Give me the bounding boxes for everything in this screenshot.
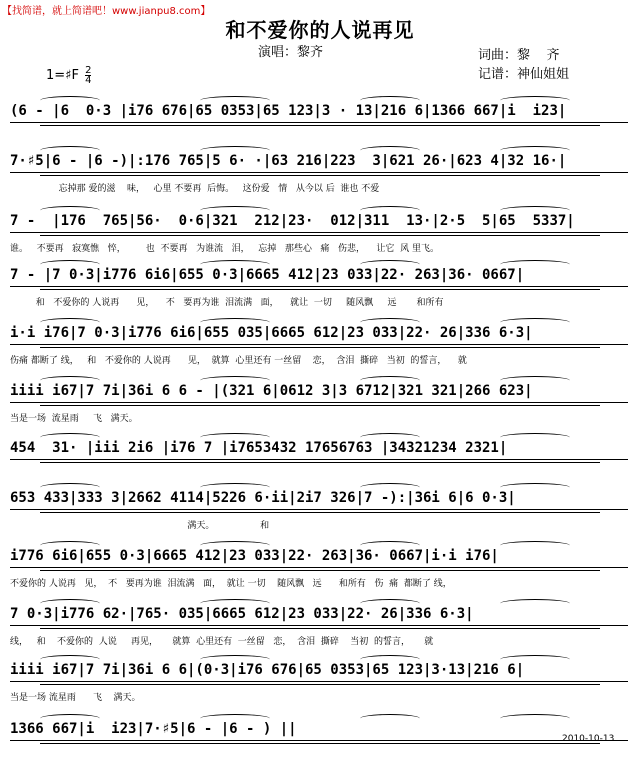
slur-mark xyxy=(500,433,570,442)
slur-mark xyxy=(360,318,420,327)
time-signature-top: 2 xyxy=(85,65,92,76)
time-signature xyxy=(85,66,91,85)
slur-mark xyxy=(500,541,570,550)
slur-mark xyxy=(360,376,420,385)
slur-mark xyxy=(40,260,100,269)
slur-mark xyxy=(500,146,570,155)
key-signature xyxy=(46,66,91,85)
slur-mark xyxy=(200,376,270,385)
slur-mark xyxy=(500,655,570,664)
slur-mark xyxy=(40,96,100,105)
slur-mark xyxy=(40,714,100,723)
notes-line: i776 6i6|655 0·3|6665 412|23 033|22· 263|36· 0667|i·i i76| xyxy=(10,548,499,564)
lyrics-line: 伤痛 都断了 线， 和 不爱你的 人说再 见， 就算 心里还有 一丝留 恋， 含泪 撕碎 当初 的誓言， 就 xyxy=(10,356,467,366)
slur-mark xyxy=(200,206,270,215)
lyrics-line: 当是一场 流星雨 飞 满天。 xyxy=(10,693,141,703)
slur-mark xyxy=(500,376,570,385)
composer-credit: 词曲：黎 齐 xyxy=(478,48,560,63)
slur-mark xyxy=(360,96,420,105)
song-title: 和不爱你的人说再见 xyxy=(225,18,415,42)
slur-mark xyxy=(500,599,570,608)
slur-mark xyxy=(500,260,570,269)
lyrics-line xyxy=(10,469,628,483)
lyrics-line: 不爱你的 人说再 见， 不 要再为谁 泪流满 面， 就让 一切 随风飘 远 和所有 伤 痛 都断了 线， xyxy=(10,579,452,589)
time-signature-bottom: 4 xyxy=(85,75,92,86)
slur-mark xyxy=(200,655,270,664)
beam-line xyxy=(40,235,600,239)
beam-line xyxy=(40,289,600,293)
beam-line xyxy=(40,347,600,351)
beam-line xyxy=(40,684,600,688)
slur-mark xyxy=(200,599,270,608)
beam-line xyxy=(40,462,600,466)
slur-mark xyxy=(200,483,270,492)
slur-mark xyxy=(40,206,100,215)
beam-line xyxy=(40,125,600,129)
lyrics-line: 谁。 不要再 寂寞憔 悴， 也 不要再 为谁流 泪， 忘掉 那些心 痛 伤悲， 让它 风 里飞。 xyxy=(10,244,440,254)
slur-mark xyxy=(200,541,270,550)
lyrics-line: 和 不爱你的 人说再 见， 不 要再为谁 泪流满 面， 就让 一切 随风飘 远 和所有 xyxy=(10,298,444,308)
slur-mark xyxy=(40,483,100,492)
slur-mark xyxy=(40,376,100,385)
slur-mark xyxy=(360,433,420,442)
singer-credit: 演唱：黎齐 xyxy=(258,45,324,60)
slur-mark xyxy=(500,483,570,492)
slur-mark xyxy=(360,599,420,608)
notes-line: 7 - |7 0·3|i776 6i6|655 0·3|6665 412|23 033|22· 263|36· 0667| xyxy=(10,267,525,283)
slur-mark xyxy=(360,483,420,492)
notes-line: 7 - |176 765|56· 0·6|321 212|23· 012|311 13·|2·5 5|65 5337| xyxy=(10,213,575,229)
transcription-date: 2010-10-13 xyxy=(562,734,615,744)
transcriber-credit: 记谱：神仙姐姐 xyxy=(478,67,570,82)
beam-line xyxy=(40,405,600,409)
lyrics-line: 忘掉那 爱的滋 味， 心里 不要再 后悔。 这份爱 情 从今以 后 谁也 不爱 xyxy=(10,184,380,194)
notes-line: 1366 667|i i23|7·♯5|6 - |6 - ) || xyxy=(10,721,297,737)
notes-line: 7 0·3|i776 62·|765· 035|6665 612|23 033|22· 26|336 6·3| xyxy=(10,606,474,622)
lyrics-line: 当是一场 流星雨 飞 满天。 xyxy=(10,414,138,424)
notes-line: (6 - |6 0·3 |i76 676|65 0353|65 123|3 · 13|216 6|1366 667|i i23| xyxy=(10,103,567,119)
slur-mark xyxy=(200,96,270,105)
slur-mark xyxy=(40,433,100,442)
slur-mark xyxy=(40,318,100,327)
slur-mark xyxy=(500,96,570,105)
notes-line: iiii i67|7 7i|36i 6 6|(0·3|i76 676|65 0353|65 123|3·13|216 6| xyxy=(10,662,525,678)
notes-line: iiii i67|7 7i|36i 6 6 - |(321 6|0612 3|3 6712|321 321|266 623| xyxy=(10,383,533,399)
beam-line xyxy=(40,570,600,574)
beam-line xyxy=(40,512,600,516)
lyrics-line xyxy=(10,132,628,146)
lyrics-line: 满天。 和 xyxy=(10,521,270,531)
slur-mark xyxy=(200,318,270,327)
beam-line xyxy=(40,628,600,632)
notes-line: 454 31· |iii 2i6 |i76 7 |i7653432 17656763 |34321234 2321| xyxy=(10,440,508,456)
slur-mark xyxy=(200,146,270,155)
beam-line xyxy=(40,175,600,179)
slur-mark xyxy=(360,714,420,723)
slur-mark xyxy=(500,714,570,723)
slur-mark xyxy=(360,260,420,269)
lyrics-line: 线， 和 不爱你的 人说 再见， 就算 心里还有 一丝留 恋， 含泪 撕碎 当初 的誓言， 就 xyxy=(10,637,434,647)
slur-mark xyxy=(200,433,270,442)
slur-mark xyxy=(40,146,100,155)
slur-mark xyxy=(360,206,420,215)
key-label: 1=♯F xyxy=(46,68,79,83)
beam-line xyxy=(40,743,600,747)
slur-mark xyxy=(500,206,570,215)
slur-mark xyxy=(40,599,100,608)
slur-mark xyxy=(40,655,100,664)
slur-mark xyxy=(500,318,570,327)
slur-mark xyxy=(40,541,100,550)
slur-mark xyxy=(200,714,270,723)
lyrics-line xyxy=(10,750,628,764)
slur-mark xyxy=(360,146,420,155)
site-banner: 【找简谱，就上简谱吧！www.jianpu8.com】 xyxy=(2,6,211,17)
notes-line: 7·♯5|6 - |6 -)|:176 765|5 6· ·|63 216|223 3|621 26·|623 4|32 16·| xyxy=(10,153,567,169)
slur-mark xyxy=(360,541,420,550)
slur-mark xyxy=(200,260,270,269)
notes-line: i·i i76|7 0·3|i776 6i6|655 035|6665 612|23 033|22· 26|336 6·3| xyxy=(10,325,533,341)
slur-mark xyxy=(360,655,420,664)
notes-line: 653 433|333 3|2662 4114|5226 6·ii|2i7 326|7 -):|36i 6|6 0·3| xyxy=(10,490,516,506)
